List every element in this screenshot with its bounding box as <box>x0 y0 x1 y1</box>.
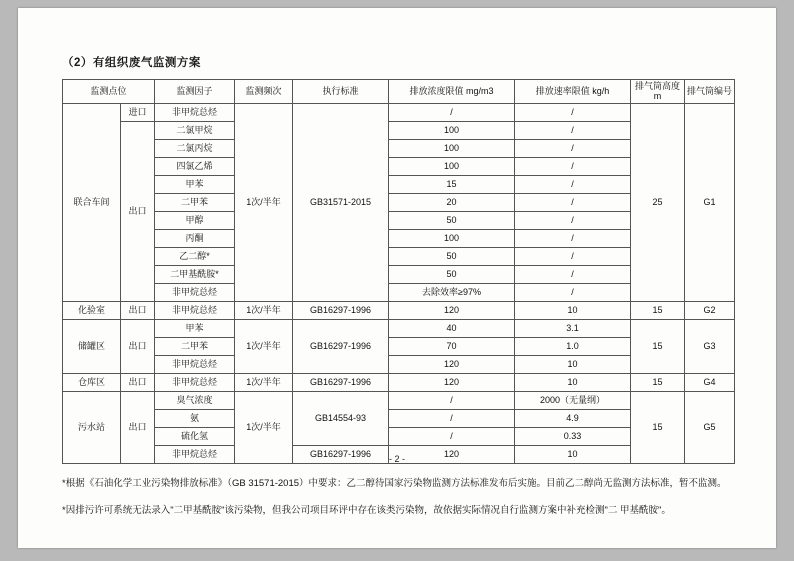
header-concentration-limit: 排放浓度限值 mg/m3 <box>389 80 515 104</box>
cell-rate: 4.9 <box>515 409 631 427</box>
cell-factor: 四氯乙烯 <box>155 157 235 175</box>
cell-concentration: / <box>389 103 515 121</box>
cell-rate: / <box>515 229 631 247</box>
cell-standard: GB16297-1996 <box>293 373 389 391</box>
header-frequency: 监测频次 <box>235 80 293 104</box>
cell-rate: 10 <box>515 373 631 391</box>
footnotes <box>62 477 734 519</box>
cell-port: 出口 <box>121 301 155 319</box>
cell-factor: 二甲苯 <box>155 193 235 211</box>
cell-concentration: 50 <box>389 211 515 229</box>
table-row <box>63 301 735 319</box>
cell-rate: 10 <box>515 301 631 319</box>
cell-site: 储罐区 <box>63 319 121 373</box>
cell-concentration: 20 <box>389 193 515 211</box>
cell-factor: 臭气浓度 <box>155 391 235 409</box>
cell-port: 出口 <box>121 373 155 391</box>
cell-site: 仓库区 <box>63 373 121 391</box>
cell-rate: / <box>515 247 631 265</box>
cell-stack-height: 15 <box>631 391 685 463</box>
cell-factor: 硫化氢 <box>155 427 235 445</box>
cell-concentration: 120 <box>389 355 515 373</box>
cell-concentration: 120 <box>389 445 515 463</box>
cell-concentration: 100 <box>389 157 515 175</box>
cell-factor: 甲苯 <box>155 319 235 337</box>
header-standard: 执行标准 <box>293 80 389 104</box>
cell-concentration: / <box>389 391 515 409</box>
cell-concentration: 120 <box>389 301 515 319</box>
cell-rate: / <box>515 121 631 139</box>
cell-concentration: 50 <box>389 247 515 265</box>
cell-rate: / <box>515 283 631 301</box>
cell-frequency: 1次/半年 <box>235 319 293 373</box>
cell-frequency: 1次/半年 <box>235 391 293 463</box>
cell-rate: 10 <box>515 445 631 463</box>
cell-rate: 0.33 <box>515 427 631 445</box>
document-page <box>18 8 776 548</box>
cell-stack-height: 15 <box>631 319 685 373</box>
cell-concentration: 70 <box>389 337 515 355</box>
footnote-1: *根据《石油化学工业污染物排放标准》（GB 31571-2015）中要求：乙二醇待国家污染物监测方法标准发布后实施。目前乙二醇尚无监测方法标准，暂不监测。 <box>62 477 727 489</box>
organized-exhaust-monitoring-table <box>62 79 735 464</box>
cell-concentration: 去除效率≥97% <box>389 283 515 301</box>
cell-factor: 二甲基酰胺* <box>155 265 235 283</box>
cell-standard: GB16297-1996 <box>293 301 389 319</box>
cell-factor: 二甲苯 <box>155 337 235 355</box>
cell-factor: 非甲烷总烃 <box>155 301 235 319</box>
cell-port: 出口 <box>121 121 155 301</box>
table-row <box>63 391 735 409</box>
cell-factor: 非甲烷总烃 <box>155 283 235 301</box>
cell-factor: 非甲烷总烃 <box>155 355 235 373</box>
page-number: - 2 - <box>388 454 405 464</box>
cell-rate: / <box>515 211 631 229</box>
cell-site: 联合车间 <box>63 103 121 301</box>
page-title: （2）有组织废气监测方案 <box>62 57 201 69</box>
cell-frequency: 1次/半年 <box>235 103 293 301</box>
cell-factor: 乙二醇* <box>155 247 235 265</box>
cell-stack-number: G1 <box>685 103 735 301</box>
cell-stack-number: G4 <box>685 373 735 391</box>
cell-concentration: / <box>389 409 515 427</box>
cell-factor: 丙酮 <box>155 229 235 247</box>
cell-stack-number: G3 <box>685 319 735 373</box>
cell-rate: 3.1 <box>515 319 631 337</box>
cell-rate: / <box>515 265 631 283</box>
cell-rate: / <box>515 139 631 157</box>
cell-standard: GB16297-1996 <box>293 445 389 463</box>
cell-stack-height: 25 <box>631 103 685 301</box>
table-row <box>63 103 735 121</box>
cell-concentration: / <box>389 427 515 445</box>
cell-concentration: 100 <box>389 229 515 247</box>
cell-concentration: 50 <box>389 265 515 283</box>
cell-port: 出口 <box>121 391 155 463</box>
cell-standard: GB16297-1996 <box>293 319 389 373</box>
header-site: 监测点位 <box>63 80 155 104</box>
cell-rate: / <box>515 103 631 121</box>
cell-rate: 1.0 <box>515 337 631 355</box>
cell-factor: 氨 <box>155 409 235 427</box>
cell-concentration: 15 <box>389 175 515 193</box>
cell-rate: 2000（无量纲） <box>515 391 631 409</box>
cell-rate: / <box>515 193 631 211</box>
cell-concentration: 100 <box>389 139 515 157</box>
cell-stack-height: 15 <box>631 301 685 319</box>
cell-standard: GB31571-2015 <box>293 103 389 301</box>
cell-concentration: 100 <box>389 121 515 139</box>
cell-factor: 甲醇 <box>155 211 235 229</box>
cell-stack-number: G5 <box>685 391 735 463</box>
cell-factor: 非甲烷总烃 <box>155 373 235 391</box>
cell-factor: 二氯甲烷 <box>155 121 235 139</box>
cell-frequency: 1次/半年 <box>235 373 293 391</box>
header-stack-height: 排气筒高度 m <box>631 80 685 104</box>
cell-factor: 甲苯 <box>155 175 235 193</box>
footnote-2: *因排污许可系统无法录入"二甲基酰胺"该污染物，但我公司项目环评中存在该类污染物，故依据实际情况自行监测方案中补充检测"二 甲基酰胺"。 <box>62 504 671 516</box>
header-factor: 监测因子 <box>155 80 235 104</box>
cell-site: 化验室 <box>63 301 121 319</box>
cell-stack-number: G2 <box>685 301 735 319</box>
cell-factor: 二氯丙烷 <box>155 139 235 157</box>
cell-rate: 10 <box>515 355 631 373</box>
table-row <box>63 373 735 391</box>
cell-rate: / <box>515 175 631 193</box>
cell-stack-height: 15 <box>631 373 685 391</box>
table-row <box>63 319 735 337</box>
header-rate-limit: 排放速率限值 kg/h <box>515 80 631 104</box>
table-header-row <box>63 80 735 104</box>
cell-factor: 非甲烷总烃 <box>155 103 235 121</box>
cell-rate: / <box>515 157 631 175</box>
cell-factor: 非甲烷总烃 <box>155 445 235 463</box>
cell-site: 污水站 <box>63 391 121 463</box>
cell-port: 进口 <box>121 103 155 121</box>
header-stack-number: 排气筒编号 <box>685 80 735 104</box>
cell-concentration: 40 <box>389 319 515 337</box>
cell-frequency: 1次/半年 <box>235 301 293 319</box>
cell-port: 出口 <box>121 319 155 373</box>
cell-standard: GB14554-93 <box>293 391 389 445</box>
cell-concentration: 120 <box>389 373 515 391</box>
